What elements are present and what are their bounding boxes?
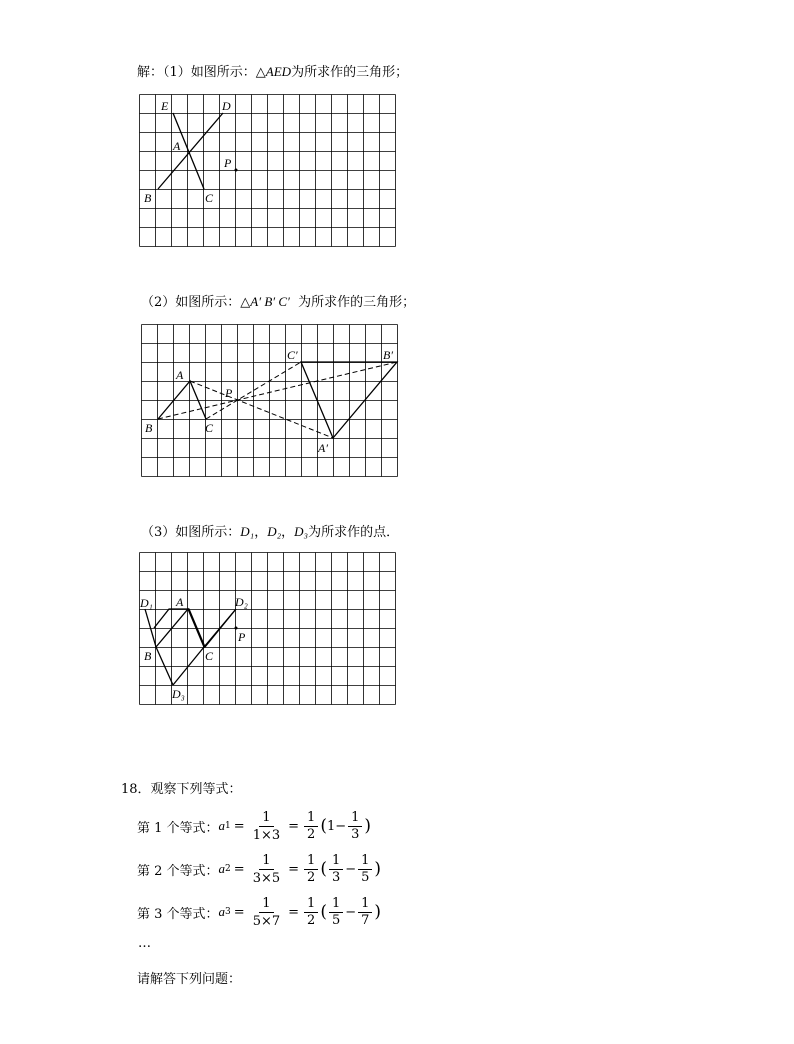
separator: ， [254, 525, 268, 540]
question-18-title: 18．观察下列等式： [121, 782, 242, 797]
part2-prefix: （2）如图所示： [141, 295, 241, 310]
label-A-prime: A′ [318, 441, 328, 455]
paren-open: ( [320, 816, 327, 836]
label-D1: D₁ [140, 596, 153, 610]
numerator: 1 [304, 853, 318, 870]
equals-sign: = [288, 904, 300, 920]
triangle-symbol: △ [240, 295, 251, 310]
paren-close: ) [374, 902, 382, 922]
fraction [250, 852, 283, 887]
numerator: 1 [358, 896, 372, 913]
denominator: 7 [361, 912, 370, 928]
grid-lines [140, 553, 396, 705]
label-P: P [224, 156, 232, 170]
fraction [304, 896, 318, 929]
separator: ， [281, 525, 295, 540]
minus-sign: − [345, 861, 357, 877]
ellipsis: … [138, 936, 151, 951]
triangle-name: AED [265, 64, 292, 79]
paren-close: ) [374, 859, 382, 879]
equals-sign: = [288, 861, 300, 877]
fraction [250, 809, 283, 844]
equals-sign: = [233, 818, 245, 834]
label-A: A [176, 595, 184, 609]
label-E: E [161, 99, 169, 113]
label-D3: D₃ [172, 687, 185, 701]
denominator: 3 [331, 869, 341, 885]
path-B-A [156, 609, 236, 647]
denominator: 3×5 [252, 870, 281, 886]
label-C: C [205, 191, 214, 205]
numerator: 1 [348, 810, 362, 827]
grid-figure-1 [139, 94, 397, 248]
equation-1 [137, 803, 371, 849]
variable: a [218, 861, 226, 876]
segment-B-D3 [156, 647, 173, 685]
variable: a [218, 904, 226, 919]
label-D2: D₂ [235, 595, 248, 609]
point-P [235, 169, 238, 172]
fraction [304, 853, 318, 886]
grid-figure-2 [141, 324, 399, 478]
part1-suffix: 为所求作的三角形； [291, 65, 409, 80]
numerator: 1 [259, 852, 273, 870]
triangle-name: A′ B′ C′ [250, 294, 290, 309]
equals-sign: = [233, 861, 245, 877]
part1-prefix: 解：（1）如图所示： [137, 65, 256, 80]
fraction [329, 896, 343, 929]
label-P: P [238, 630, 246, 644]
minus-sign: − [335, 818, 347, 834]
denominator: 3 [351, 826, 360, 842]
label-B-prime: B′ [383, 348, 393, 362]
label-B: B [144, 191, 152, 205]
label-C: C [205, 421, 214, 435]
part3-prefix: （3）如图所示： [141, 525, 241, 540]
denominator: 2 [307, 869, 316, 885]
label-C: C [205, 649, 214, 663]
fraction [358, 896, 372, 929]
variable: a [218, 818, 226, 833]
term: 1 [326, 818, 336, 834]
equation-prefix: 第 2 个等式： [137, 863, 219, 879]
label-A: A [173, 139, 181, 153]
paren-open: ( [320, 859, 327, 879]
point-D2: D₂ [267, 524, 282, 539]
segment-BD [158, 113, 223, 189]
grid-figure-3 [139, 552, 397, 706]
question-prompt: 请解答下列问题： [137, 972, 242, 987]
point-D1: D₁ [240, 524, 255, 539]
fraction [348, 810, 362, 843]
part1-text [137, 64, 408, 81]
equation-3 [137, 889, 381, 935]
label-B: B [145, 421, 153, 435]
part3-suffix: 为所求作的点． [308, 525, 400, 540]
label-B: B [144, 649, 152, 663]
part2-suffix: 为所求作的三角形； [298, 295, 416, 310]
grid-lines [140, 95, 396, 247]
equation-prefix: 第 1 个等式： [137, 820, 219, 836]
fraction [329, 853, 343, 886]
numerator: 1 [358, 853, 372, 870]
numerator: 1 [304, 896, 318, 913]
fraction [250, 895, 283, 930]
equals-sign: = [288, 818, 300, 834]
label-P: P [225, 386, 233, 400]
denominator: 2 [307, 826, 316, 842]
zigzag-D1-B-A-C-D2 [154, 609, 236, 647]
denominator: 5 [361, 869, 370, 885]
fraction [358, 853, 372, 886]
denominator: 2 [307, 912, 316, 928]
numerator: 1 [329, 896, 343, 913]
label-C-prime: C′ [287, 348, 298, 362]
numerator: 1 [259, 809, 273, 827]
point-D3: D₃ [294, 524, 309, 539]
paren-open: ( [320, 902, 327, 922]
segment-D3-C [173, 647, 204, 685]
subscript: 3 [225, 907, 231, 917]
paren-close: ) [364, 816, 372, 836]
numerator: 1 [329, 853, 343, 870]
minus-sign: − [345, 904, 357, 920]
equation-2 [137, 846, 381, 892]
denominator: 5×7 [252, 913, 281, 929]
denominator: 5 [331, 912, 341, 928]
part3-text [141, 524, 399, 541]
numerator: 1 [259, 895, 273, 913]
subscript: 2 [225, 864, 231, 874]
grid-lines [142, 325, 398, 477]
label-A: A [176, 368, 184, 382]
triangle-symbol: △ [255, 65, 266, 80]
equals-sign: = [233, 904, 245, 920]
numerator: 1 [304, 810, 318, 827]
denominator: 1×3 [252, 827, 281, 843]
subscript: 1 [225, 821, 231, 831]
equation-prefix: 第 3 个等式： [137, 906, 219, 922]
part2-text [141, 294, 415, 311]
label-D: D [222, 99, 231, 113]
fraction [304, 810, 318, 843]
